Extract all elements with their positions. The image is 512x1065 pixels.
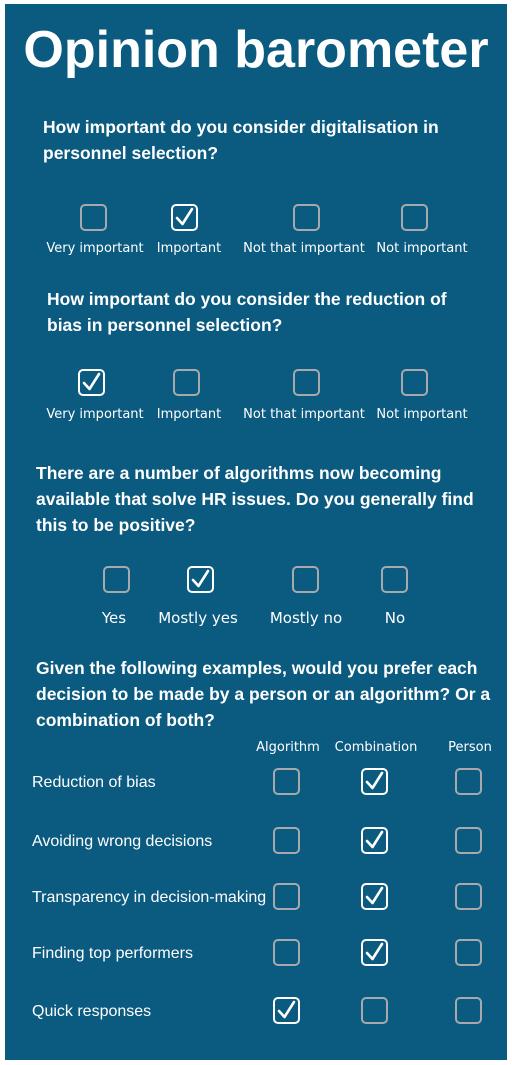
q2-checkbox-not-important[interactable] bbox=[401, 369, 428, 396]
grid-row-label: Avoiding wrong decisions bbox=[32, 833, 213, 850]
q4-checkbox-algorithm[interactable] bbox=[273, 827, 300, 854]
q2-checkbox-not-that-important[interactable] bbox=[293, 369, 320, 396]
checkmark-icon bbox=[365, 771, 384, 792]
column-header-combination: Combination bbox=[334, 740, 418, 755]
grid-row-label: Finding top performers bbox=[32, 945, 193, 962]
q4-checkbox-person[interactable] bbox=[455, 939, 482, 966]
question-3-text: There are a number of algorithms now becoming available that solve HR issues. Do you generally find this to be positive? bbox=[36, 463, 474, 535]
q3-checkbox-mostly-yes[interactable] bbox=[187, 566, 214, 593]
q3-checkbox-no[interactable] bbox=[381, 566, 408, 593]
checkmark-icon bbox=[175, 207, 194, 228]
checkmark-icon bbox=[277, 1000, 296, 1021]
grid-row-label: Quick responses bbox=[32, 1003, 152, 1020]
q1-checkbox-important[interactable] bbox=[171, 204, 198, 231]
q3-option-label-mostly-yes: Mostly yes bbox=[158, 609, 238, 627]
q3-checkbox-yes[interactable] bbox=[103, 566, 130, 593]
q4-checkbox-combination[interactable] bbox=[361, 997, 388, 1024]
q4-checkbox-person[interactable] bbox=[455, 768, 482, 795]
q2-checkbox-important[interactable] bbox=[173, 369, 200, 396]
q3-option-label-mostly-no: Mostly no bbox=[269, 609, 343, 627]
q1-checkbox-very-important[interactable] bbox=[80, 204, 107, 231]
q1-option-label-not-important: Not important bbox=[376, 241, 468, 256]
q4-checkbox-person[interactable] bbox=[455, 827, 482, 854]
q4-checkbox-combination[interactable] bbox=[361, 768, 388, 795]
question-4-text: Given the following examples, would you prefer each decision to be made by a person or an algorithm? Or a combination of both? bbox=[36, 658, 491, 730]
q4-checkbox-algorithm[interactable] bbox=[273, 883, 300, 910]
checkmark-icon bbox=[365, 942, 384, 963]
q1-checkbox-not-that-important[interactable] bbox=[293, 204, 320, 231]
q2-option-label-important: Important bbox=[156, 407, 222, 422]
q2-option-label-not-that-important: Not that important bbox=[243, 407, 365, 422]
checkmark-icon bbox=[191, 569, 210, 590]
question-2-text: How important do you consider the reduction of bias in personnel selection? bbox=[47, 289, 447, 335]
checkmark-icon bbox=[365, 886, 384, 907]
question-1-text: How important do you consider digitalisation in personnel selection? bbox=[43, 117, 439, 163]
q4-checkbox-algorithm[interactable] bbox=[273, 997, 300, 1024]
q2-option-label-not-important: Not important bbox=[376, 407, 468, 422]
column-header-person: Person bbox=[448, 740, 492, 755]
q4-checkbox-person[interactable] bbox=[455, 883, 482, 910]
q4-checkbox-combination[interactable] bbox=[361, 827, 388, 854]
q1-option-label-not-that-important: Not that important bbox=[243, 241, 365, 256]
q2-option-label-very-important: Very important bbox=[46, 407, 144, 422]
q4-checkbox-algorithm[interactable] bbox=[273, 939, 300, 966]
opinion-barometer-panel bbox=[5, 4, 507, 1060]
q4-checkbox-algorithm[interactable] bbox=[273, 768, 300, 795]
q1-option-label-important: Important bbox=[156, 241, 222, 256]
grid-row-label: Transparency in decision-making bbox=[32, 889, 267, 906]
q3-checkbox-mostly-no[interactable] bbox=[292, 566, 319, 593]
checkmark-icon bbox=[82, 372, 101, 393]
column-header-algorithm: Algorithm bbox=[256, 740, 320, 755]
q1-option-label-very-important: Very important bbox=[46, 241, 144, 256]
q2-checkbox-very-important[interactable] bbox=[78, 369, 105, 396]
checkmark-icon bbox=[365, 830, 384, 851]
q3-option-label-yes: Yes bbox=[101, 609, 127, 627]
q1-checkbox-not-important[interactable] bbox=[401, 204, 428, 231]
q4-checkbox-person[interactable] bbox=[455, 997, 482, 1024]
page-title: Opinion barometer bbox=[23, 21, 489, 79]
q4-checkbox-combination[interactable] bbox=[361, 939, 388, 966]
grid-row-label: Reduction of bias bbox=[32, 774, 156, 791]
q3-option-label-no: No bbox=[384, 609, 406, 627]
q4-checkbox-combination[interactable] bbox=[361, 883, 388, 910]
